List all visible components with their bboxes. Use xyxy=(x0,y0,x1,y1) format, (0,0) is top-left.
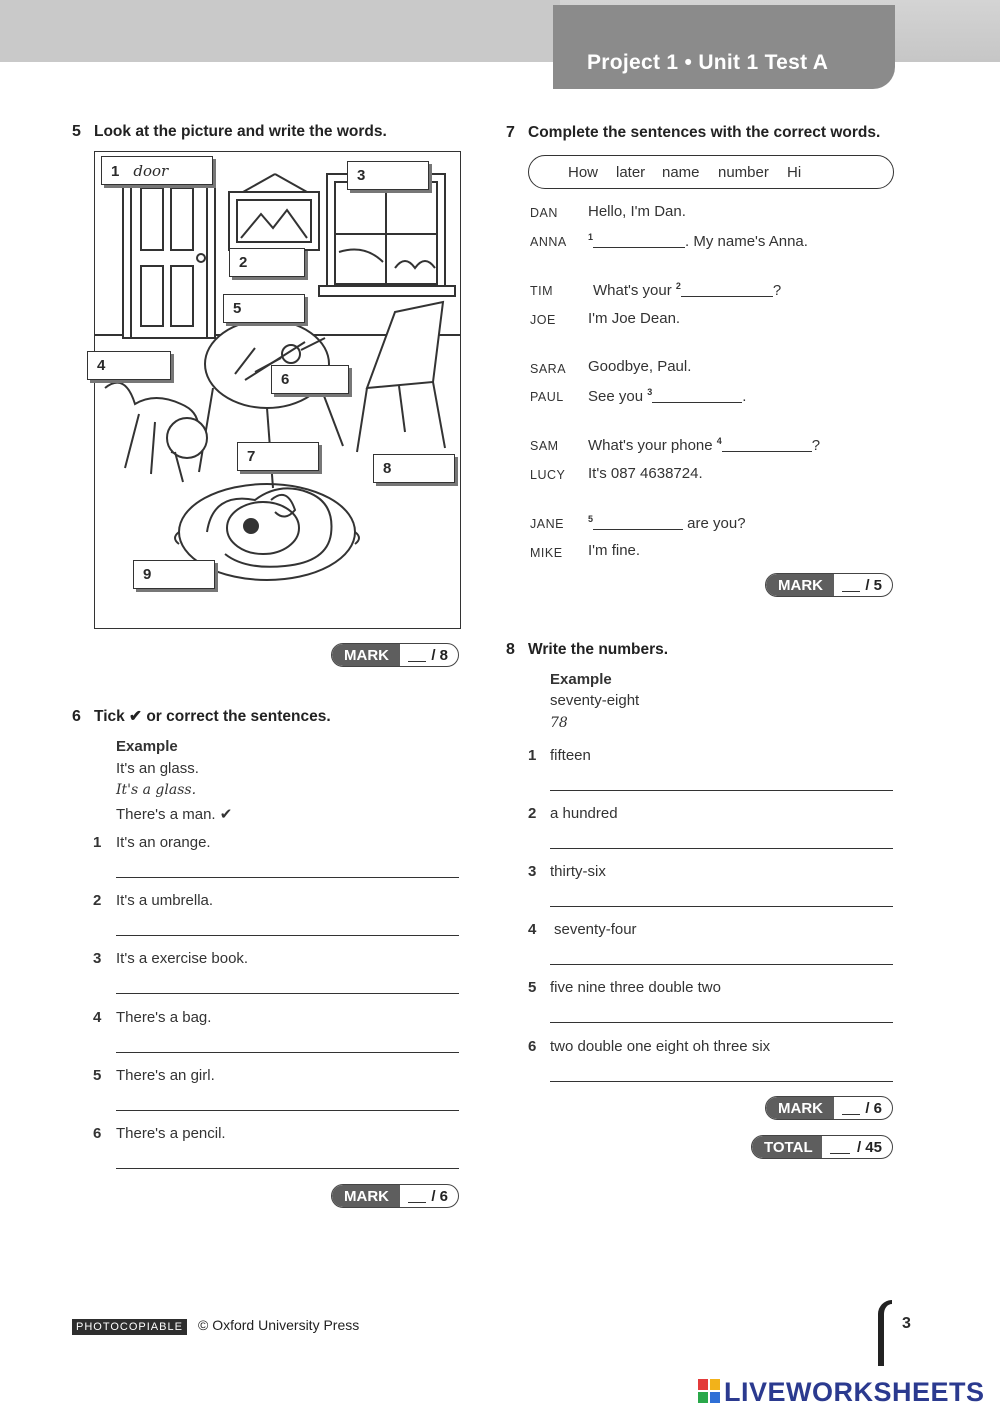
s8-item-3-answer-line[interactable] xyxy=(550,906,893,907)
section-8-instruction: Write the numbers. xyxy=(528,641,669,658)
s8-item-4-number: 4 xyxy=(528,921,537,938)
total-blank xyxy=(830,1153,850,1154)
page-bracket xyxy=(878,1300,892,1366)
s8-item-5-text: five nine three double two xyxy=(550,979,721,996)
section-5-number: 5 xyxy=(72,123,81,140)
dog-eye-patch xyxy=(244,519,258,533)
s6-item-3-text: It's a exercise book. xyxy=(116,950,249,967)
speaker-lucy: LUCY xyxy=(530,468,566,482)
section-8-example-heading: Example xyxy=(550,671,612,688)
s8-item-1-answer-line[interactable] xyxy=(550,790,893,791)
s6-item-6-text: There's a pencil. xyxy=(116,1125,226,1142)
cat-head xyxy=(167,418,207,458)
line-dan: Hello, I'm Dan. xyxy=(588,203,686,220)
s8-item-2-text: a hundred xyxy=(550,805,618,822)
chair-leg-3 xyxy=(399,386,405,432)
total-label: TOTAL xyxy=(752,1136,822,1158)
s6-item-3-answer-line[interactable] xyxy=(116,993,459,994)
line-paul: See you $^3$ . xyxy=(588,387,747,405)
mark-label: MARK xyxy=(332,644,400,666)
section-6-example-line-2: It's a glass. xyxy=(116,782,197,798)
wall-picture-inner xyxy=(237,200,311,242)
s8-item-6-text: two double one eight oh three six xyxy=(550,1038,771,1055)
section-7-instruction: Complete the sentences with the correct words. xyxy=(528,124,881,141)
section-7-mark xyxy=(765,573,893,597)
section-8-number: 8 xyxy=(506,641,515,658)
wall-picture-mountains xyxy=(241,210,307,238)
line-sam: What's your phone $^4$ ? xyxy=(588,436,821,454)
speaker-paul: PAUL xyxy=(530,390,564,404)
mark-blank xyxy=(842,1114,860,1115)
mark-score: / 6 xyxy=(431,1188,448,1205)
s8-item-5-number: 5 xyxy=(528,979,537,996)
picture-label-5: 5 xyxy=(223,294,305,323)
s8-item-4-answer-line[interactable] xyxy=(550,964,893,965)
picture-label-6: 6 xyxy=(271,365,349,394)
table-top xyxy=(205,320,329,408)
section-6-example-line-3: There's a man. ✔ xyxy=(116,806,233,823)
s8-item-6-answer-line[interactable] xyxy=(550,1081,893,1082)
word-bank-name: name xyxy=(662,164,700,181)
window-sill xyxy=(319,286,455,296)
s8-item-2-number: 2 xyxy=(528,805,537,822)
s6-item-1-text: It's an orange. xyxy=(116,834,211,851)
total-mark xyxy=(751,1135,893,1159)
s8-item-3-number: 3 xyxy=(528,863,537,880)
section-7-title xyxy=(506,124,880,142)
photocopiable-badge: PHOTOCOPIABLE xyxy=(72,1319,187,1335)
table-leg-2 xyxy=(321,388,343,446)
picture-string-left xyxy=(243,174,275,192)
word-bank-hi: Hi xyxy=(787,164,802,181)
s6-item-4-answer-line[interactable] xyxy=(116,1052,459,1053)
title-tab xyxy=(553,5,895,89)
speaker-jane: JANE xyxy=(530,517,564,531)
picture-label-1: 1 door xyxy=(101,156,213,185)
mark-score: / 6 xyxy=(865,1100,882,1117)
picture-label-7: 7 xyxy=(237,442,319,471)
section-6-title xyxy=(72,707,331,726)
section-8-mark xyxy=(765,1096,893,1120)
chair-back xyxy=(367,302,443,388)
word-bank xyxy=(528,155,894,189)
speaker-sara: SARA xyxy=(530,362,567,376)
blank-4[interactable] xyxy=(722,451,812,452)
section-6-example-heading: Example xyxy=(116,738,178,755)
s6-item-2-text: It's a umbrella. xyxy=(116,892,214,909)
section-6-number: 6 xyxy=(72,708,81,725)
mark-label: MARK xyxy=(332,1185,400,1207)
line-jane: $^5$ are you? xyxy=(588,514,746,532)
s6-item-5-answer-line[interactable] xyxy=(116,1110,459,1111)
line-joe: I'm Joe Dean. xyxy=(588,310,681,327)
dog-head xyxy=(227,502,299,554)
mark-label: MARK xyxy=(766,574,834,596)
chair-leg-2 xyxy=(433,382,445,448)
s6-item-4-text: There's a bag. xyxy=(116,1009,212,1026)
room-picture xyxy=(94,151,461,629)
speaker-tim: TIM xyxy=(530,284,554,298)
mark-blank xyxy=(408,661,426,662)
line-anna: $^1$ . My name's Anna. xyxy=(588,232,808,250)
section-6-mark xyxy=(331,1184,459,1208)
picture-label-4: 4 xyxy=(87,351,171,380)
s6-item-2-number: 2 xyxy=(93,892,102,909)
word-bank-number: number xyxy=(718,164,769,181)
s6-item-6-number: 6 xyxy=(93,1125,102,1142)
s8-item-5-answer-line[interactable] xyxy=(550,1022,893,1023)
speaker-sam: SAM xyxy=(530,439,559,453)
blank-3[interactable] xyxy=(652,402,742,403)
mark-blank xyxy=(408,1202,426,1203)
s6-item-6-answer-line[interactable] xyxy=(116,1168,459,1169)
picture-label-8: 8 xyxy=(373,454,455,483)
section-8-example-word: seventy-eight xyxy=(550,692,640,709)
liveworksheets-watermark[interactable]: LIVEWORKSHEETS xyxy=(724,1377,985,1407)
section-5-instruction: Look at the picture and write the words. xyxy=(94,123,387,140)
speaker-joe: JOE xyxy=(530,313,556,327)
mark-blank xyxy=(842,591,860,592)
mark-score: / 8 xyxy=(431,647,448,664)
mark-label: MARK xyxy=(766,1097,834,1119)
s6-item-5-number: 5 xyxy=(93,1067,102,1084)
header-bar-left xyxy=(0,0,560,62)
picture-label-3: 3 xyxy=(347,161,429,190)
speaker-dan: DAN xyxy=(530,206,558,220)
section-5-mark xyxy=(331,643,459,667)
line-lucy: It's 087 4638724. xyxy=(588,465,703,482)
section-6-example-line-1: It's an glass. xyxy=(116,760,199,777)
section-8-title xyxy=(506,641,668,659)
section-5-title xyxy=(72,123,387,141)
liveworksheets-logo-icon xyxy=(698,1379,720,1403)
line-mike: I'm fine. xyxy=(588,542,641,559)
section-7-number: 7 xyxy=(506,124,515,141)
blank-5[interactable] xyxy=(593,529,683,530)
blank-1[interactable] xyxy=(593,247,685,248)
total-score: / 45 xyxy=(856,1139,882,1156)
speaker-anna: ANNA xyxy=(530,235,567,249)
s8-item-6-number: 6 xyxy=(528,1038,537,1055)
section-8-example-answer: 78 xyxy=(550,715,568,731)
blank-2[interactable] xyxy=(681,296,773,297)
mark-score: / 5 xyxy=(865,577,882,594)
s6-item-2-answer-line[interactable] xyxy=(116,935,459,936)
picture-string-right xyxy=(275,174,307,192)
line-sara: Goodbye, Paul. xyxy=(588,358,692,375)
picture-label-9: 9 xyxy=(133,560,215,589)
picture-label-2: 2 xyxy=(229,248,305,277)
s6-item-1-answer-line[interactable] xyxy=(116,877,459,878)
word-bank-later: later xyxy=(616,164,646,181)
s8-item-4-text: seventy-four xyxy=(554,921,637,938)
s6-item-3-number: 3 xyxy=(93,950,102,967)
s6-item-4-number: 4 xyxy=(93,1009,102,1026)
answer-door: door xyxy=(133,162,169,180)
s8-item-1-number: 1 xyxy=(528,747,537,764)
page-title: Project 1 • Unit 1 Test A xyxy=(587,51,829,74)
s8-item-2-answer-line[interactable] xyxy=(550,848,893,849)
word-bank-how: How xyxy=(568,164,599,181)
line-tim: What's your $^2$ ? xyxy=(593,281,782,299)
s8-item-1-text: fifteen xyxy=(550,747,591,764)
s8-item-3-text: thirty-six xyxy=(550,863,606,880)
s6-item-5-text: There's an girl. xyxy=(116,1067,215,1084)
page-number: 3 xyxy=(902,1315,911,1332)
s6-item-1-number: 1 xyxy=(93,834,102,851)
chair-leg-1 xyxy=(357,388,367,452)
speaker-mike: MIKE xyxy=(530,546,563,560)
section-6-instruction: Tick ✔ or correct the sentences. xyxy=(94,708,331,725)
copyright: © Oxford University Press xyxy=(198,1317,360,1333)
